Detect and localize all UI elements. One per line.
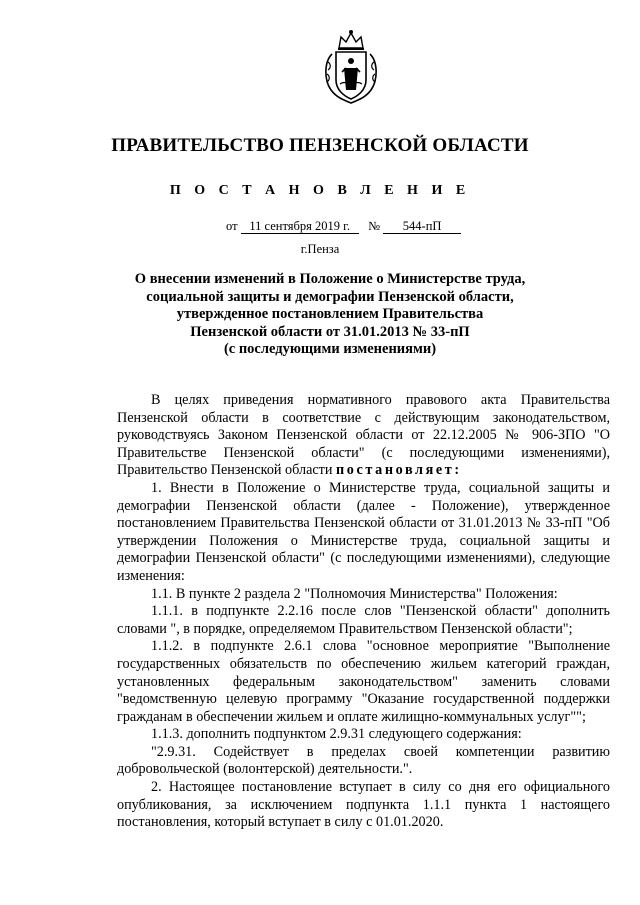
- body-paragraph: 1.1. В пункте 2 раздела 2 "Полномочия Министерства" Положения:: [151, 585, 558, 602]
- document-number: 544-пП: [383, 219, 461, 234]
- date-prefix: от: [226, 219, 238, 233]
- document-heading: [100, 271, 560, 359]
- heading-line: социальной защиты и демографии Пензенской области,: [146, 288, 514, 305]
- body-paragraph: 2. Настоящее постановление вступает в силу со дня его официального опубликования, за исключением подпункта 1.1.1 пункта 1 настоящего постановления, который вступает в силу с 01.01.2020.: [117, 779, 610, 831]
- heading-line: утвержденное постановлением Правительства: [176, 306, 484, 322]
- heading-line: (с последующими изменениями): [223, 341, 437, 357]
- body-paragraph: 1.1.2. в подпункте 2.6.1 слова "основное мероприятие "Выполнение государственных обязательств по обеспечению жильем категорий граждан, установленных федеральным законодательством" заменить словами "ведомственную целевую программу "Оказание государственной поддержки гражданам в обеспечении жильем и оплате жилищно-коммунальных услуг"";: [117, 638, 610, 725]
- document-type: П О С Т А Н О В Л Е Н И Е: [169, 183, 471, 198]
- body-paragraph: "2.9.31. Содействует в пределах своей компетенции развитию добровольческой (волонтерской) деятельности.".: [117, 743, 610, 778]
- resolves-word: постановляет:: [336, 462, 462, 479]
- city: г.Пенза: [300, 242, 340, 256]
- date-number-line: [226, 219, 461, 234]
- coat-of-arms-emblem: [322, 28, 380, 106]
- heading-line: О внесении изменений в Положение о Министерстве труда,: [134, 271, 526, 287]
- heading-line: Пензенской области от 31.01.2013 № 33-пП: [190, 323, 470, 340]
- body-paragraph: 1.1.1. в подпункте 2.2.16 после слов "Пензенской области" дополнить словами ", в порядке, определяемом Правительством Пензенской области";: [117, 603, 610, 637]
- preamble-text: В целях приведения нормативного правового акта Правительства Пензенской области в соответствие с действующим законодательством, руководствуясь Законом Пензенской области от 22.12.2005 № 906-ЗПО "О Правительстве Пензенской области" (с последующими изменениями), Правительство Пензенской области: [117, 392, 610, 479]
- document-body: [117, 392, 610, 832]
- body-paragraph: 1. Внести в Положение о Министерстве труда, социальной защиты и демографии Пензенской области (далее - Положение), утвержденное постановлением Правительства Пензенской области от 31.01.2013 № 33-пП "Об утверждении Положения о Министерстве труда, социальной защиты и демографии Пензенской области" (с последующими изменениями), следующие изменения:: [117, 479, 610, 584]
- government-title: ПРАВИТЕЛЬСТВО ПЕНЗЕНСКОЙ ОБЛАСТИ: [111, 135, 529, 156]
- number-prefix: №: [368, 219, 380, 233]
- body-paragraph: 1.1.3. дополнить подпунктом 2.9.31 следующего содержания:: [151, 726, 522, 743]
- preamble-paragraph: [117, 392, 610, 480]
- document-date: 11 сентября 2019 г.: [241, 219, 359, 234]
